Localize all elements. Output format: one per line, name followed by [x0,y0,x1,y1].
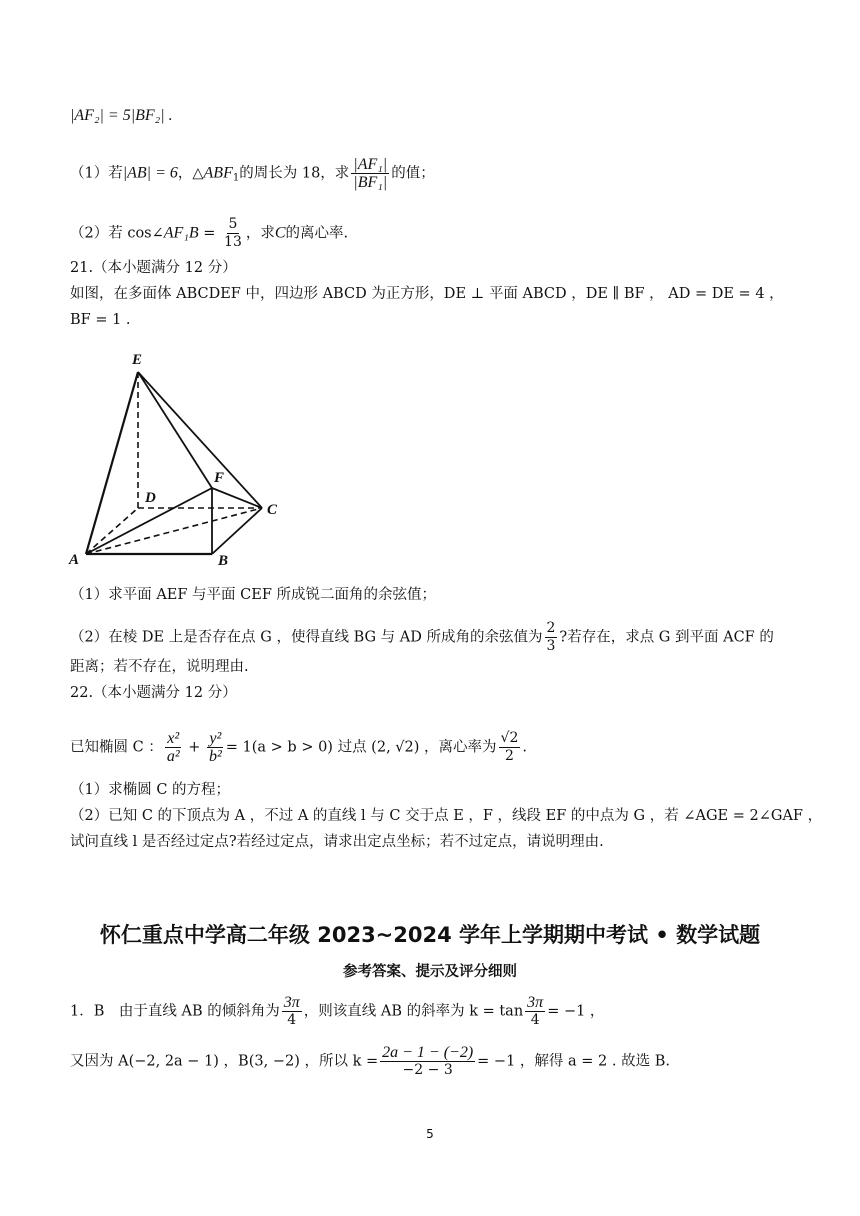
q22-stem: 已知椭圆 C ： $\frac{\text{x²}}{\text{a²}}$ + $\frac{\text{y²}}{\text{b²}}$ = 1(a > b > 0) 过点 (2, √2) ，离心率为 $\frac{√2}{2}$ . [70,730,527,765]
q21-part1: （1）求平面 AEF 与平面 CEF 所成锐二面角的余弦值； [70,587,437,603]
polyhedron-figure [66,348,306,570]
label-A: A [69,552,80,568]
q21-part2-line2: 距离；若不存在，说明理由. [70,659,249,675]
q21-header: 21.（本小题满分 12 分） [70,260,237,276]
answer-1-line1: 1．B 由于直线 AB 的倾斜角为 $\frac{3\pi}{4}$ ，则该直线 AB 的斜率为 k = tan $\frac{3\pi}{4}$ = −1 ， [70,994,605,1028]
top-condition: |AF₂| = 5|BF₂| . [70,107,173,124]
q21-part2: （2）在棱 DE 上是否存在点 G ，使得直线 BG 与 AD 所成角的余弦值为 $\frac{2}{3}$ ?若存在，求点 G 到平面 ACF 的 [70,620,774,654]
label-C: C [267,502,278,518]
answer-subtitle: 参考答案、提示及评分细则 [343,964,517,980]
q20-part1: （1）若|AB| = 6，$\triangle ABF_1$的周长为 18，求 $\frac{\text{|AF₁|}}{\text{|BF₁|}}$ 的值； [70,156,435,191]
label-D: D [145,490,156,506]
edge-FC [212,488,262,508]
answer-title: 怀仁重点中学高二年级 2023~2024 学年上学期期中考试 • 数学试题 [99,923,761,947]
q20-part2: （2）若 cos∠AF₁B = $\frac{5}{13}$ ，求C的离心率. [70,216,349,250]
q22-part2-line1: （2）已知 C 的下顶点为 A ，不过 A 的直线 l 与 C 交于点 E ，F ，线段 EF 的中点为 G ，若 ∠AGE = 2∠GAF ， [70,808,823,824]
q22-part2-line2: 试问直线 l 是否经过定点?若经过定点，请求出定点坐标；若不过定点，请说明理由. [70,834,604,850]
q21-stem-line2: BF = 1 . [70,312,131,328]
label-E: E [132,352,143,368]
q21-stem-line1: 如图，在多面体 ABCDEF 中，四边形 ABCD 为正方形，DE ⊥ 平面 ABCD ，DE ∥ BF ， AD = DE = 4 ， [70,286,784,302]
answer-1-line2: 又因为 A(−2, 2a − 1) ，B(3, −2) ，所以 k = $\frac{2a - 1 - (-2)}{-2 - 3}$ = −1 ，解得 a = 2 . 故选 B. [70,1044,670,1078]
label-B: B [218,553,229,569]
q22-header: 22.（本小题满分 12 分） [70,685,237,701]
label-F: F [214,470,225,486]
edge-EA [86,372,138,554]
q22-part1: （1）求椭圆 C 的方程； [70,782,231,798]
edge-EF [138,372,212,488]
page-number: 5 [426,1127,434,1141]
edge-EC [138,372,262,508]
